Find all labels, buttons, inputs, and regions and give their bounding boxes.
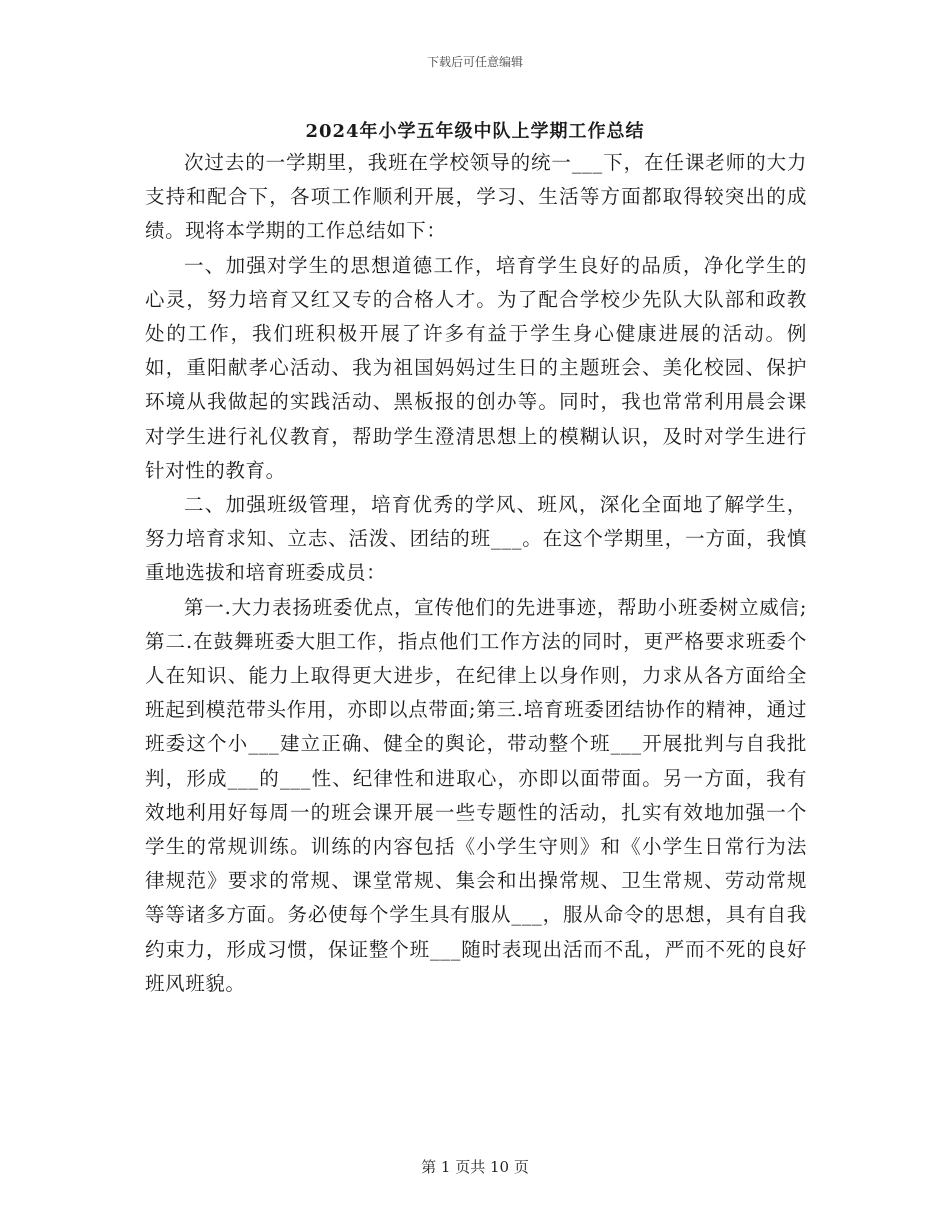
paragraph-section-1: 一、加强对学生的思想道德工作，培育学生良好的品质，净化学生的心灵，努力培育又红又专的合格人才。为了配合学校少先队大队部和政教处的工作，我们班积极开展了许多有益于学生身心健康进展的活动。例如，重阳献孝心活动、我为祖国妈妈过生日的主题班会、美化校园、保护环境从我做起的实践活动、黑板报的创办等。同时，我也常常利用晨会课对学生进行礼仪教育，帮助学生澄清思想上的模糊认识，及时对学生进行针对性的教育。 [145,253,807,482]
paragraph-section-2-details: 第一.大力表扬班委优点，宣传他们的先进事迹，帮助小班委树立威信;第二.在鼓舞班委大胆工作，指点他们工作方法的同时，更严格要求班委个人在知识、能力上取得更大进步，在纪律上以身作则，力求从各方面给全班起到模范带头作用，亦即以点带面;第三.培育班委团结协作的精神，通过班委这个小___建立正确、健全的舆论，带动整个班___开展批判与自我批判，形成___的___性、纪律性和进取心，亦即以面带面。另一方面，我有效地利用好每周一的班会课开展一些专题性的活动，扎实有效地加强一个学生的常规训练。训练的内容包括《小学生守则》和《小学生日常行为法律规范》要求的常规、课堂常规、集会和出操常规、卫生常规、劳动常规等等诸多方面。务必使每个学生具有服从___，服从命令的思想，具有自我约束力，形成习惯，保证整个班___随时表现出活而不乱，严而不死的良好班风班貌。 [145,595,807,995]
document-title: 2024年小学五年级中队上学期工作总结 [305,121,645,142]
page-footer: 第 1 页共 10 页 [421,1158,529,1176]
header-note: 下载后可任意编辑 [426,55,523,69]
paragraph-intro: 次过去的一学期里，我班在学校领导的统一___下，在任课老师的大力支持和配合下，各项工作顺利开展，学习、生活等方面都取得较突出的成绩。现将本学期的工作总结如下： [145,151,807,243]
document-body [145,146,807,1001]
paragraph-section-2: 二、加强班级管理，培育优秀的学风、班风，深化全面地了解学生，努力培育求知、立志、活泼、团结的班___。在这个学期里，一方面，我慎重地选拔和培育班委成员： [145,493,807,585]
